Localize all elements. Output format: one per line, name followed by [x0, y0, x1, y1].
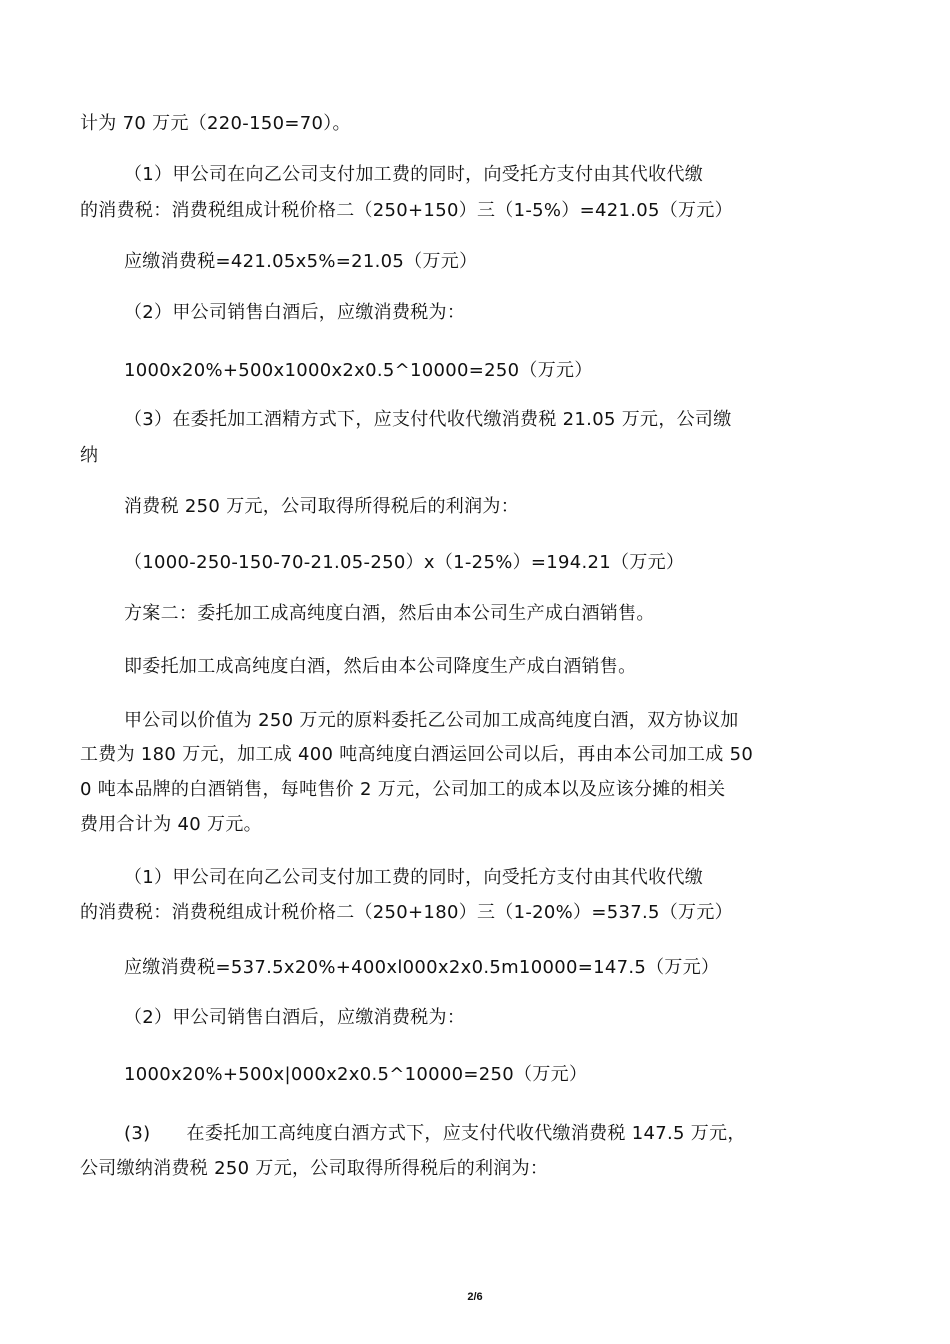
paragraph-line: （2）甲公司销售白酒后，应缴消费税为： [124, 1007, 466, 1028]
paragraph-line: （1）甲公司在向乙公司支付加工费的同时，向受托方支付由其代收代缴 [124, 867, 704, 888]
paragraph-line: 甲公司以价值为 250 万元的原料委托乙公司加工成高纯度白酒，双方协议加 [124, 710, 739, 731]
paragraph-line: 应缴消费税=421.05x5%=21.05（万元） [124, 251, 478, 272]
paragraph-line: （1）甲公司在向乙公司支付加工费的同时，向受托方支付由其代收代缴 [124, 164, 704, 185]
paragraph-line: 计为 70 万元（220-150=70）。 [80, 113, 351, 134]
formula-line: 1000x20%+500x1000x2x0.5^10000=250（万元） [124, 360, 593, 381]
paragraph-line: 纳 [80, 445, 99, 466]
paragraph-line: 工费为 180 万元，加工成 400 吨高纯度白酒运回公司以后，再由本公司加工成 50 [80, 744, 754, 765]
paragraph-line: 方案二：委托加工成高纯度白酒，然后由本公司生产成白酒销售。 [124, 603, 655, 624]
paragraph-line: 的消费税：消费税组成计税价格二（250+180）三（1-20%）=537.5（万元） [80, 902, 733, 923]
formula-line: （1000-250-150-70-21.05-250）x（1-25%）=194.21（万元） [124, 552, 685, 573]
paragraph-line: 的消费税：消费税组成计税价格二（250+150）三（1-5%）=421.05（万元） [80, 200, 733, 221]
formula-line: 1000x20%+500x|000x2x0.5^10000=250（万元） [124, 1064, 588, 1085]
paragraph-line: （3）在委托加工酒精方式下，应支付代收代缴消费税 21.05 万元，公司缴 [124, 409, 732, 430]
paragraph-line: (3) 在委托加工高纯度白酒方式下，应支付代收代缴消费税 147.5 万元， [124, 1123, 746, 1144]
paragraph-line: 消费税 250 万元，公司取得所得税后的利润为： [124, 496, 519, 517]
paragraph-line: （2）甲公司销售白酒后，应缴消费税为： [124, 302, 466, 323]
page-number: 2/6 [467, 1291, 483, 1303]
paragraph-line: 即委托加工成高纯度白酒，然后由本公司降度生产成白酒销售。 [124, 656, 637, 677]
paragraph-line: 费用合计为 40 万元。 [80, 814, 262, 835]
formula-line: 应缴消费税=537.5x20%+400xl000x2x0.5m10000=147.5（万元） [124, 957, 720, 978]
paragraph-line: 公司缴纳消费税 250 万元，公司取得所得税后的利润为： [80, 1158, 549, 1179]
paragraph-line: 0 吨本品牌的白酒销售，每吨售价 2 万元，公司加工的成本以及应该分摊的相关 [80, 779, 726, 800]
